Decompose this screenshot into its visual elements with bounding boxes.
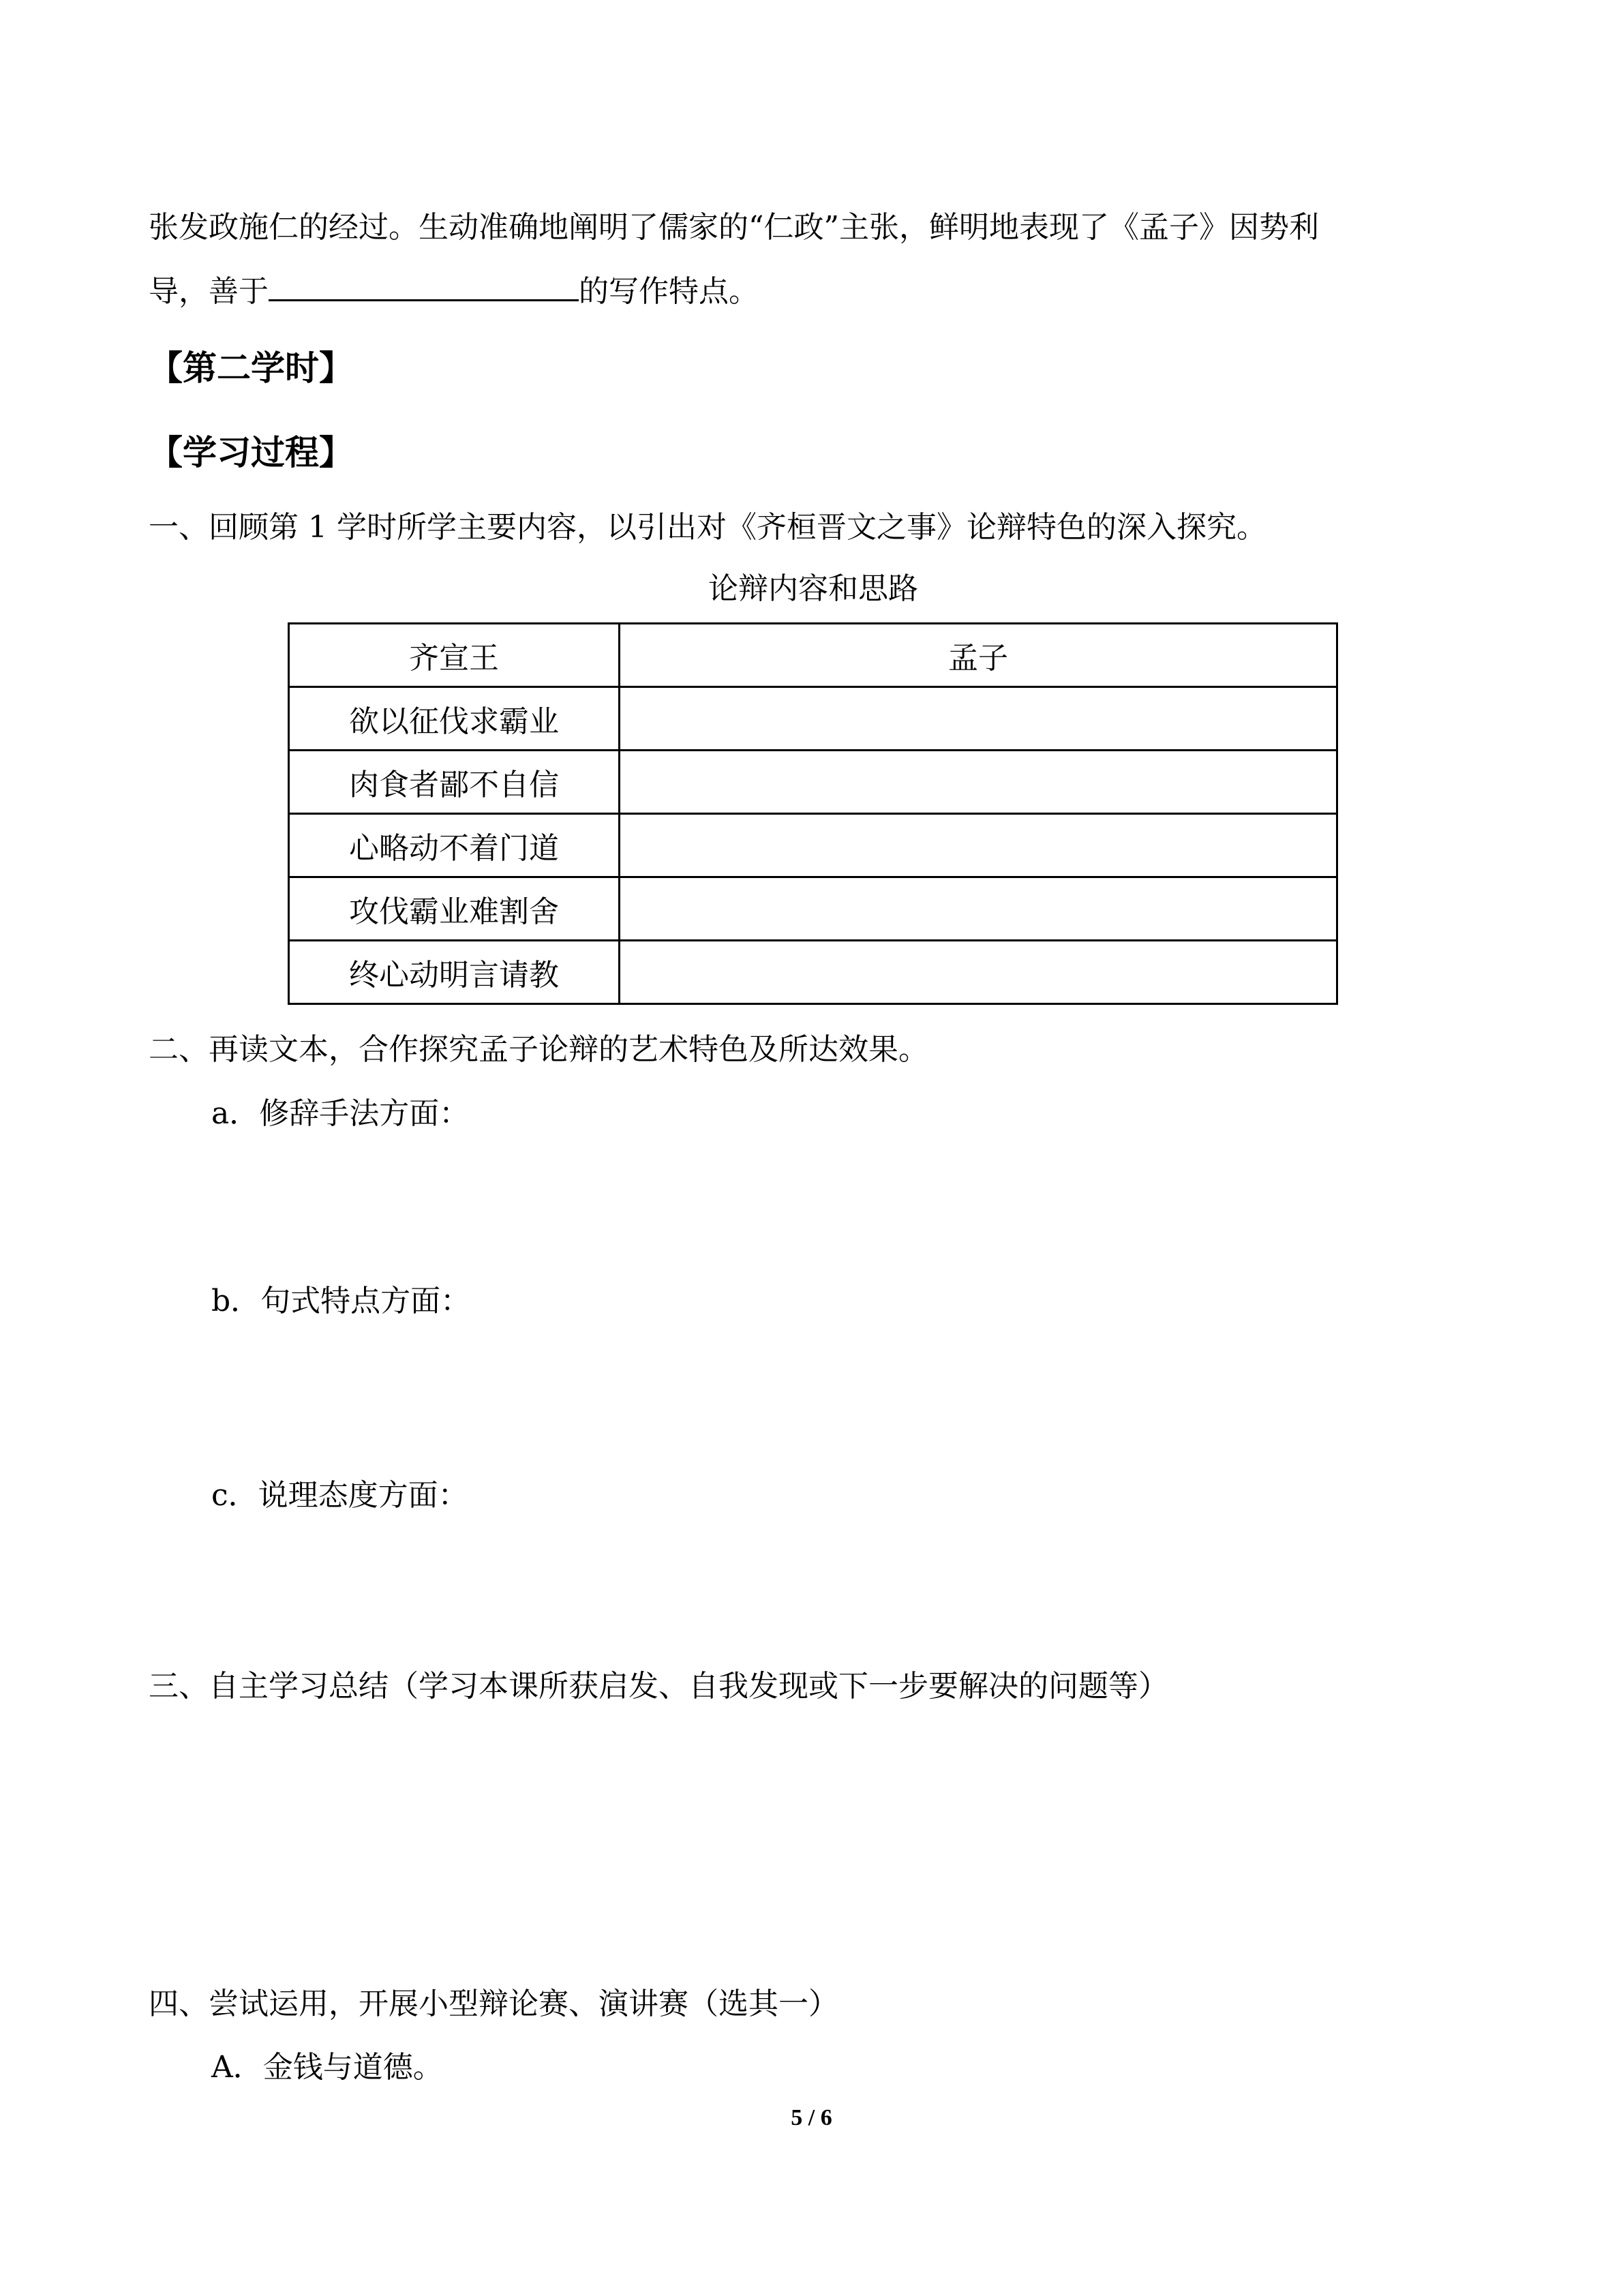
item-c-attitude: c．说理态度方面： (211, 1478, 468, 1513)
table-header-row (289, 624, 1337, 687)
header-mencius: 孟子 (620, 624, 1337, 687)
item-a-rhetoric: a．修辞手法方面： (211, 1096, 470, 1131)
page-number: 5 / 6 (791, 2105, 832, 2130)
table-row (289, 877, 1337, 941)
row-2-mencius-answer[interactable] (620, 751, 1337, 814)
row-5-mencius-answer[interactable] (620, 941, 1337, 1004)
intro-line-2-suffix: 的写作特点。 (579, 274, 759, 309)
row-4-mencius-answer[interactable] (620, 877, 1337, 941)
row-3-king: 心略动不着门道 (289, 814, 620, 877)
section-2-text: 二、再读文本，合作探究孟子论辩的艺术特色及所达效果。 (149, 1032, 928, 1067)
section-4-text: 四、尝试运用，开展小型辩论赛、演讲赛（选其一） (149, 1987, 838, 2021)
row-3-mencius-answer[interactable] (620, 814, 1337, 877)
row-1-king: 欲以征伐求霸业 (289, 687, 620, 751)
debate-table (288, 622, 1338, 1005)
row-4-king: 攻伐霸业难割舍 (289, 877, 620, 941)
section-1-text: 一、回顾第 1 学时所学主要内容，以引出对《齐桓晋文之事》论辩特色的深入探究。 (149, 510, 1266, 545)
session-heading: 【第二学时】 (149, 348, 353, 388)
table-row (289, 941, 1337, 1004)
row-2-king: 肉食者鄙不自信 (289, 751, 620, 814)
fill-in-blank[interactable] (269, 272, 579, 301)
intro-line-2 (149, 272, 759, 311)
intro-line-1: 张发政施仁的经过。生动准确地阐明了儒家的“仁政”主张，鲜明地表现了《孟子》因势利 (149, 210, 1319, 245)
table-row (289, 687, 1337, 751)
table-row (289, 814, 1337, 877)
row-5-king: 终心动明言请教 (289, 941, 620, 1004)
header-king-xuan: 齐宣王 (289, 624, 620, 687)
item-b-sentence: b．句式特点方面： (211, 1284, 471, 1318)
row-1-mencius-answer[interactable] (620, 687, 1337, 751)
table-row (289, 751, 1337, 814)
section-3-text: 三、自主学习总结（学习本课所获启发、自我发现或下一步要解决的问题等） (149, 1669, 1168, 1704)
table-caption: 论辩内容和思路 (708, 571, 918, 606)
intro-line-2-prefix: 导，善于 (149, 274, 269, 309)
process-heading: 【学习过程】 (149, 432, 353, 472)
option-a: A．金钱与道德。 (211, 2050, 443, 2085)
